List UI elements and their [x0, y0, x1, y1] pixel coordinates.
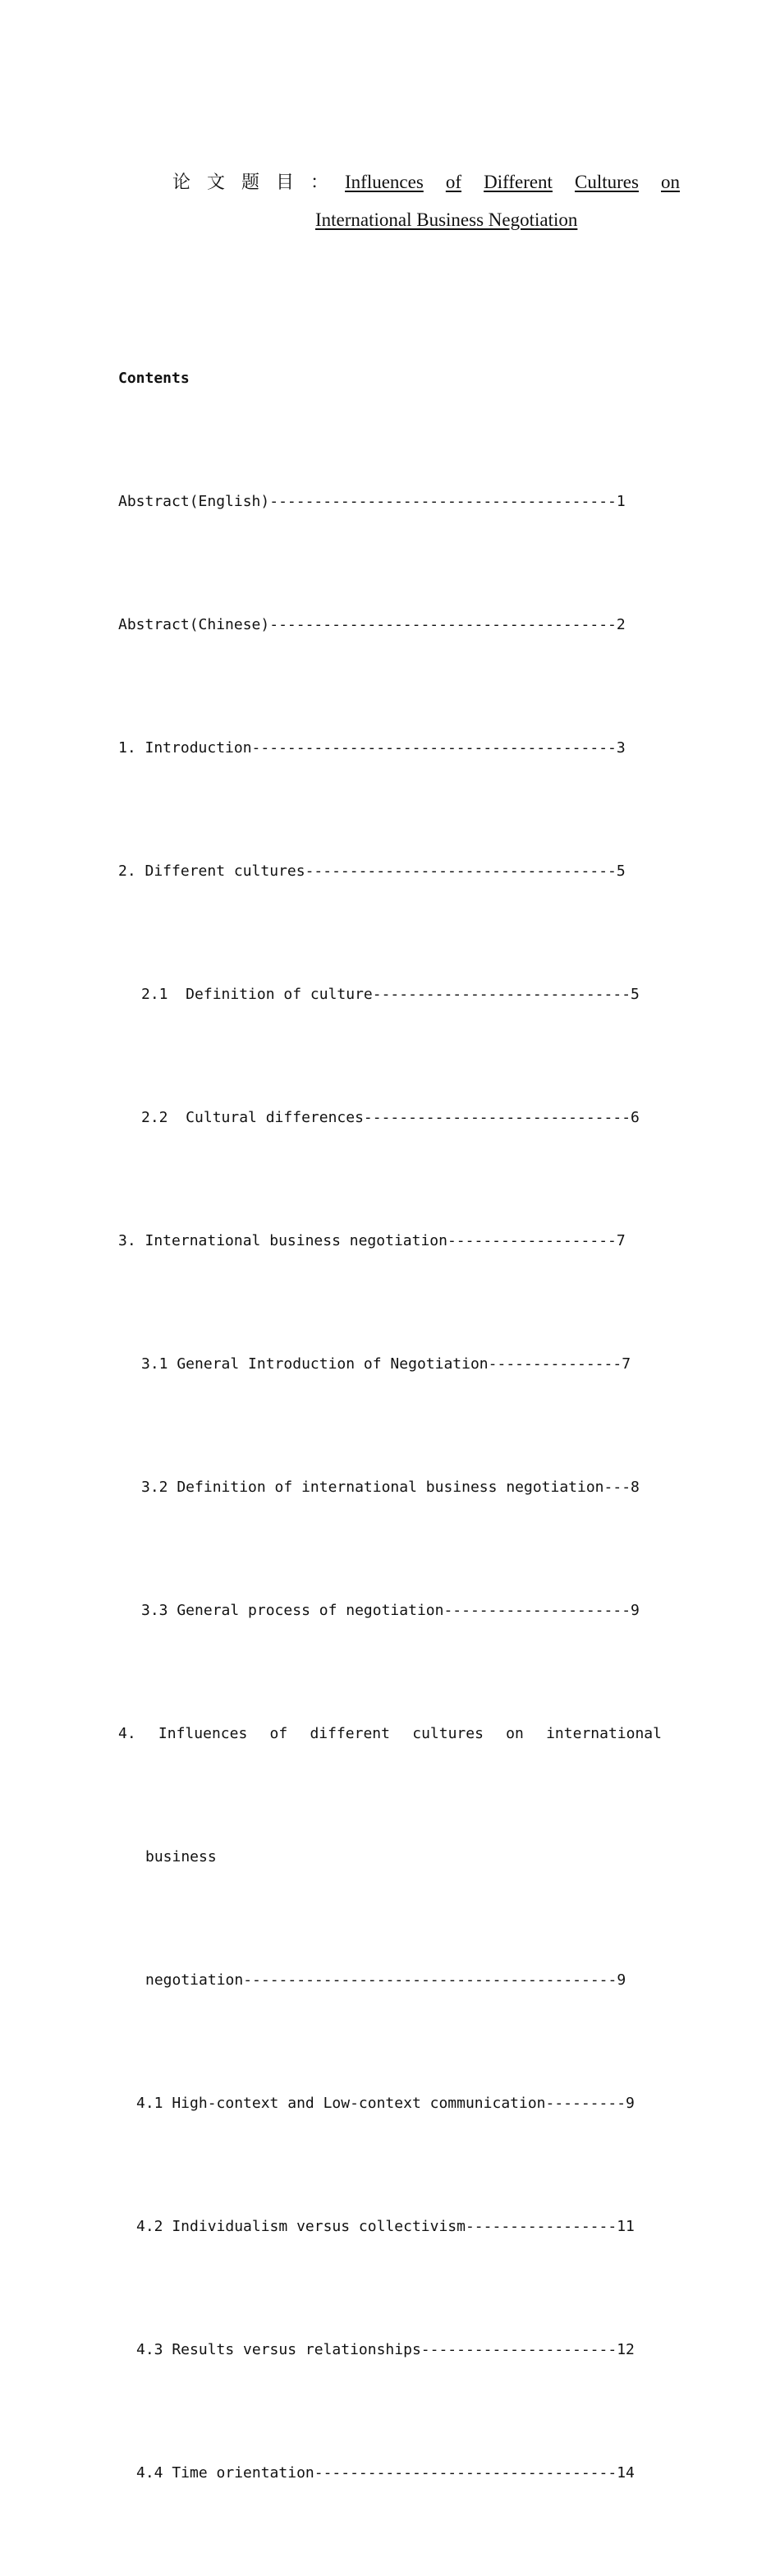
- title-word: on: [661, 172, 680, 192]
- toc-entry: 4.3 Results versus relationships----------------------12: [136, 2341, 635, 2358]
- toc-word: of: [269, 1725, 288, 1742]
- toc-entry: 2. Different cultures-----------------------------------5: [118, 862, 626, 880]
- title-word: Different: [484, 172, 553, 192]
- toc-entry: 4.4 Time orientation----------------------------------14: [136, 2464, 635, 2482]
- toc-entry: 3.3 General process of negotiation---------------------9: [141, 1602, 640, 1619]
- toc-word: 4.: [118, 1725, 136, 1742]
- toc-entry-continuation: business: [145, 1848, 217, 1865]
- toc-entry-continuation: negotiation------------------------------------------9: [145, 1971, 626, 1989]
- title-word: of: [445, 172, 462, 192]
- title-word: Cultures: [575, 172, 639, 192]
- toc-entry: 3. International business negotiation-------------------7: [118, 1232, 626, 1249]
- title-text-line-2: International Business Negotiation: [315, 209, 578, 230]
- title-word: Influences: [345, 172, 424, 192]
- toc-entry: 4.2 Individualism versus collectivism-----------------11: [136, 2218, 635, 2235]
- title-prefix: 论文题目：: [172, 172, 346, 193]
- title-text-line-1: [345, 172, 680, 193]
- thesis-title: [172, 168, 680, 230]
- toc-word: cultures: [412, 1725, 484, 1742]
- toc-word: on: [506, 1725, 524, 1742]
- toc-entry-justified: [118, 1714, 662, 1755]
- contents-heading: Contents: [118, 370, 190, 387]
- title-line-1: [172, 168, 680, 203]
- table-of-contents: [118, 276, 677, 2576]
- toc-entry: 2.1 Definition of culture-----------------------------5: [141, 986, 640, 1003]
- toc-entry: 3.1 General Introduction of Negotiation---------------7: [141, 1355, 631, 1373]
- toc-entry: 2.2 Cultural differences------------------------------6: [141, 1109, 640, 1126]
- toc-entry: Abstract(English)---------------------------------------1: [118, 493, 626, 510]
- toc-word: international: [546, 1725, 662, 1742]
- toc-entry: 1. Introduction-----------------------------------------3: [118, 739, 626, 757]
- toc-entry: Abstract(Chinese)---------------------------------------2: [118, 616, 626, 633]
- toc-entry: 4.1 High-context and Low-context communication---------9: [136, 2095, 635, 2112]
- toc-word: Influences: [158, 1725, 248, 1742]
- toc-word: different: [310, 1725, 390, 1742]
- toc-entry: 3.2 Definition of international business negotiation---8: [141, 1479, 640, 1496]
